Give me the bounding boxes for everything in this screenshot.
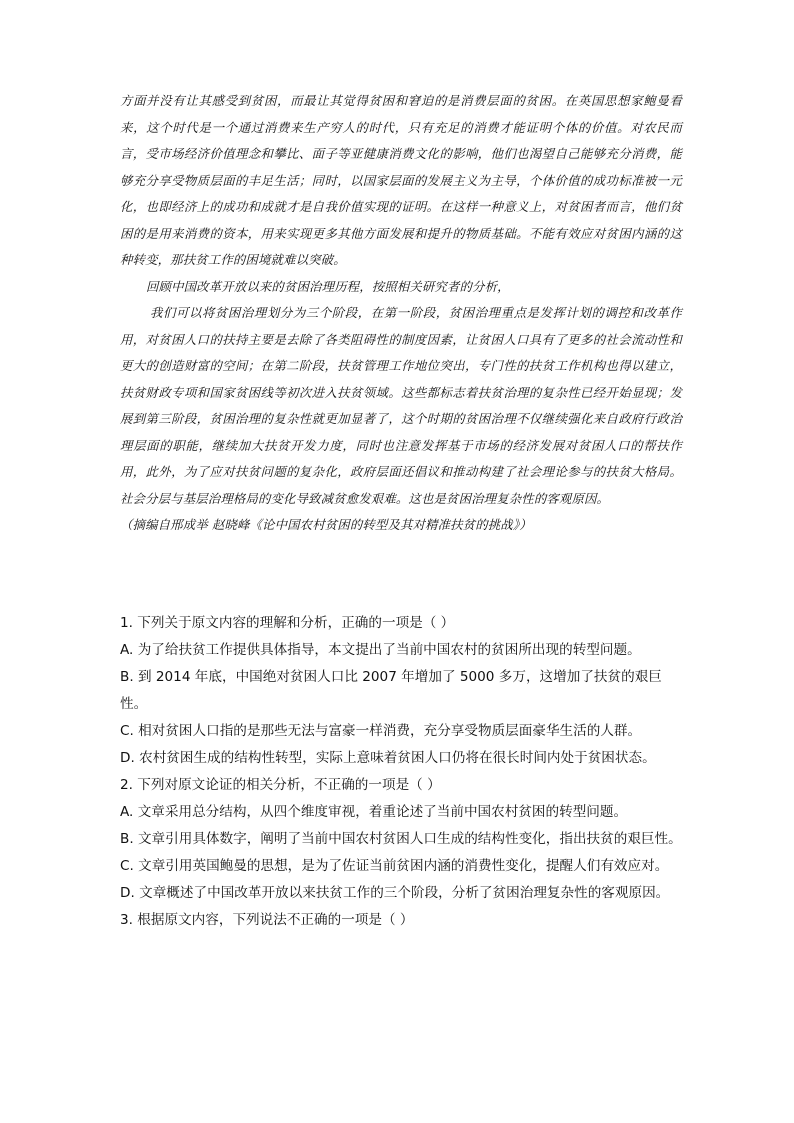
question-1-option-c: C. 相对贫困人口指的是那些无法与富豪一样消费，充分享受物质层面豪华生活的人群。 (120, 723, 642, 739)
question-section (120, 610, 682, 934)
passage-paragraph-1: 方面并没有让其感受到贫困，而最让其觉得贫困和窘迫的是消费层面的贫困。在英国思想家鲍曼看来，这个时代是一个通过消费来生产穷人的时代，只有充足的消费才能证明个体的价值。对农民而言，受市场经济价值理念和攀比、面子等亚健康消费文化的影响，他们也渴望自己能够充分消费，能够充分享受物质层面的丰足生活；同时，以国家层面的发展主义为主导，个体价值的成功标准被一元化，也即经济上的成功和成就才是自我价值实现的证明。在这样一种意义上，对贫困者而言，他们贫困的是用来消费的资本，用来实现更多其他方面发展和提升的物质基础。不能有效应对贫困内涵的这种转变，那扶贫工作的困境就难以突破。 (120, 93, 682, 267)
question-1-option-a: A. 为了给扶贫工作提供具体指导，本文提出了当前中国农村的贫困所出现的转型问题。 (120, 642, 641, 658)
question-2-option-a: A. 文章采用总分结构，从四个维度审视，着重论述了当前中国农村贫困的转型问题。 (120, 804, 628, 820)
passage-paragraph-3: 我们可以将贫困治理划分为三个阶段，在第一阶段，贫困治理重点是发挥计划的调控和改革作用，对贫困人口的扶持主要是去除了各类阻碍性的制度因素，让贫困人口具有了更多的社会流动性和更大的创造财富的空间；在第二阶段，扶贫管理工作地位突出，专门性的扶贫工作机构也得以建立，扶贫财政专项和国家贫困线等初次进入扶贫领域。这些都标志着扶贫治理的复杂性已经开始显现；发展到第三阶段，贫困治理的复杂性就更加显著了，这个时期的贫困治理不仅继续强化来自政府行政治理层面的职能，继续加大扶贫开发力度，同时也注意发挥基于市场的经济发展对贫困人口的帮扶作用，此外，为了应对扶贫问题的复杂化，政府层面还倡议和推动构建了社会理论参与的扶贫大格局。社会分层与基层治理格局的变化导致减贫愈发艰难。这也是贫困治理复杂性的客观原因。 (120, 305, 682, 506)
question-1-option-b: B. 到 2014 年底，中国绝对贫困人口比 2007 年增加了 5000 多万，这增加了扶贫的艰巨性。 (120, 669, 662, 712)
passage-paragraph-2: 回顾中国改革开放以来的贫困治理历程，按照相关研究者的分析， (146, 278, 510, 294)
question-2-option-c: C. 文章引用英国鲍曼的思想，是为了佐证当前贫困内涵的消费性变化，提醒人们有效应对。 (120, 858, 669, 874)
question-3-stem: 3. 根据原文内容，下列说法不正确的一项是（ ） (120, 912, 414, 928)
question-2-option-d: D. 文章概述了中国改革开放以来扶贫工作的三个阶段，分析了贫困治理复杂性的客观原因。 (120, 885, 670, 901)
question-1-stem: 1. 下列关于原文内容的理解和分析，正确的一项是（ ） (120, 615, 455, 631)
reading-passage (120, 88, 682, 539)
question-2-option-b: B. 文章引用具体数字，阐明了当前中国农村贫困人口生成的结构性变化，指出扶贫的艰巨性。 (120, 831, 682, 847)
passage-citation: （摘编自邢成举 赵晓峰《论中国农村贫困的转型及其对精准扶贫的挑战》） (120, 517, 532, 532)
question-2-stem: 2. 下列对原文论证的相关分析，不正确的一项是（ ） (120, 777, 441, 793)
question-1-option-d: D. 农村贫困生成的结构性转型，实际上意味着贫困人口仍将在很长时间内处于贫困状态。 (120, 750, 656, 766)
